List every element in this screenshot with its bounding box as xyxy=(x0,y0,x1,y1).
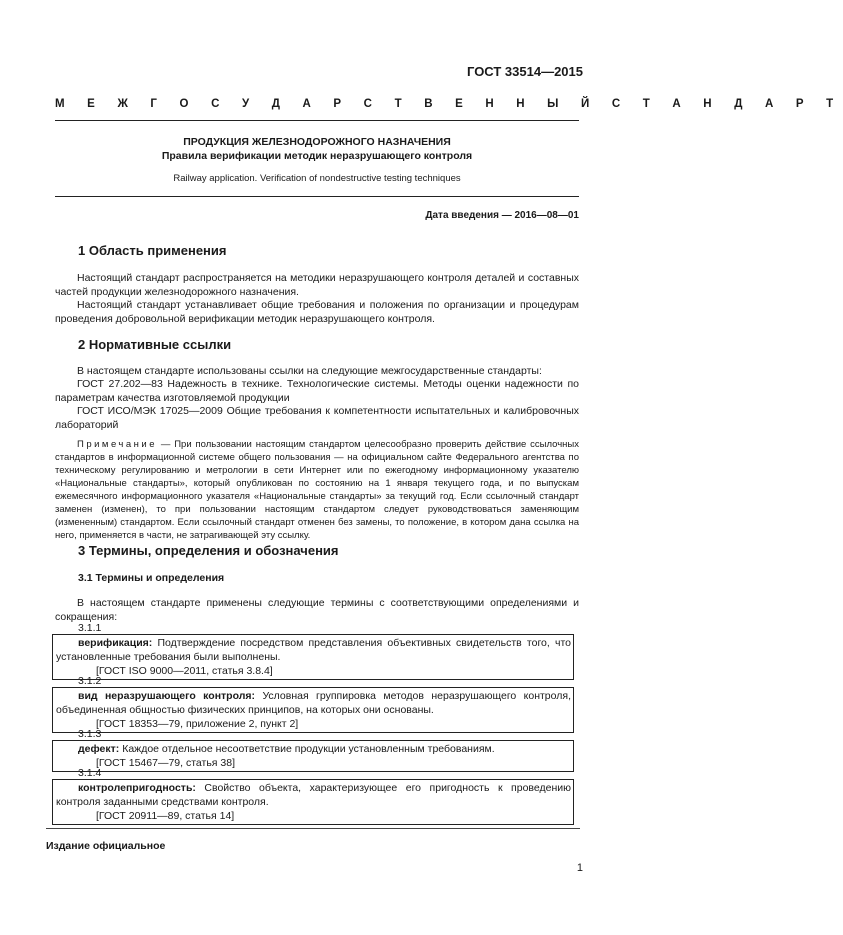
term-name: вид неразрушающего контроля: xyxy=(78,690,256,702)
term-source: [ГОСТ 18353—79, приложение 2, пункт 2] xyxy=(96,718,299,730)
introduction-date: Дата введения — 2016—08—01 xyxy=(425,210,579,221)
official-edition-label: Издание официальное xyxy=(46,840,166,852)
term-definition xyxy=(56,689,571,717)
term-number: 3.1.4 xyxy=(78,767,102,779)
term-definition-text: Каждое отдельное несоответствие продукции установленным требованиям. xyxy=(119,743,495,755)
note-text: — При пользовании настоящим стандартом целесообразно проверить действие ссылочных стандартов в информационной системе общего пользования — на официальном сайте Федерального агентства по техническому регулированию и метрологии в сети Интернет или по ежегодному информационному указателю «Национальные стандарты», который опубликован по состоянию на 1 января текущего года, и по выпускам ежемесячного информационного указателя «Национальные стандарты» за текущий год. Если ссылочный стандарт заменен (изменен), то при пользовании настоящим стандартом следует руководствоваться заменяющим (измененным) стандартом. Если ссылочный стандарт отменен без замены, то положение, в котором дана ссылка на него, применяется в части, не затрагивающей эту ссылку. xyxy=(55,439,579,541)
footer-rule xyxy=(46,828,580,829)
term-number: 3.1.1 xyxy=(78,622,102,634)
term-number: 3.1.2 xyxy=(78,675,102,687)
document-title: ПРОДУКЦИЯ ЖЕЛЕЗНОДОРОЖНОГО НАЗНАЧЕНИЯ xyxy=(183,136,451,148)
term-entry-testability xyxy=(52,779,574,825)
term-source: [ГОСТ 15467—79, статья 38] xyxy=(96,757,235,769)
term-name: дефект: xyxy=(78,743,120,755)
term-definition-text: Свойство объекта, характеризующее его пригодность к проведению контроля заданными средствами контроля. xyxy=(56,782,571,808)
english-title: Railway application. Verification of nondestructive testing techniques xyxy=(173,173,461,184)
term-entry-ndt-type xyxy=(52,687,574,733)
term-source: [ГОСТ 20911—89, статья 14] xyxy=(96,810,235,822)
term-name: контролепригодность: xyxy=(78,782,196,794)
subsection-3-1-heading: 3.1 Термины и определения xyxy=(78,572,225,584)
page-number: 1 xyxy=(576,862,583,874)
standard-number: ГОСТ 33514—2015 xyxy=(467,64,583,79)
section-2-paragraph: В настоящем стандарте использованы ссылки на следующие межгосударственные стандарты: xyxy=(77,365,542,377)
note-label: Примечание xyxy=(77,439,157,450)
banner-rule xyxy=(55,120,579,121)
term-definition xyxy=(56,636,571,664)
section-2-heading: 2 Нормативные ссылки xyxy=(78,337,232,352)
reference-iso-17025: ГОСТ ИСО/МЭК 17025—2009 Общие требования к компетентности испытательных и калибровочных лабораторий xyxy=(55,405,579,431)
term-number: 3.1.3 xyxy=(78,728,102,740)
term-definition-text: Условная группировка методов неразрушающего контроля, объединенная общностью физических принципов, на которых они основаны. xyxy=(56,690,571,716)
term-source: [ГОСТ ISO 9000—2011, статья 3.8.4] xyxy=(96,665,273,677)
document-subtitle: Правила верификации методик неразрушающего контроля xyxy=(161,150,473,162)
references-note xyxy=(55,438,579,542)
term-definition xyxy=(56,742,571,756)
section-3-intro: В настоящем стандарте применены следующие термины с соответствующими определениями и сокращения: xyxy=(55,597,579,623)
term-definition xyxy=(56,781,571,809)
term-entry-defect xyxy=(52,740,574,772)
term-definition-text: Подтверждение посредством представления объективных свидетельств того, что установленные требования были выполнены. xyxy=(56,637,571,663)
section-1-paragraph-1: Настоящий стандарт распространяется на методики неразрушающего контроля деталей и составных частей продукции железнодорожного назначения. xyxy=(55,272,579,298)
term-entry-verification xyxy=(52,634,574,680)
section-3-heading: 3 Термины, определения и обозначения xyxy=(78,543,339,558)
title-rule xyxy=(55,196,579,197)
reference-gost-27-202: ГОСТ 27.202—83 Надежность в технике. Технологические системы. Методы оценки надежности по параметрам качества изготовляемой продукции xyxy=(55,378,579,404)
term-name: верификация: xyxy=(78,637,153,649)
section-1-paragraph-2: Настоящий стандарт устанавливает общие требования и положения по организации и процедурам проведения добровольной верификации методик неразрушающего контроля. xyxy=(55,299,579,325)
standard-type-banner: М Е Ж Г О С У Д А Р С Т В Е Н Н Ы Й С Т А Н Д А Р Т xyxy=(55,98,843,110)
section-1-heading: 1 Область применения xyxy=(78,243,227,258)
